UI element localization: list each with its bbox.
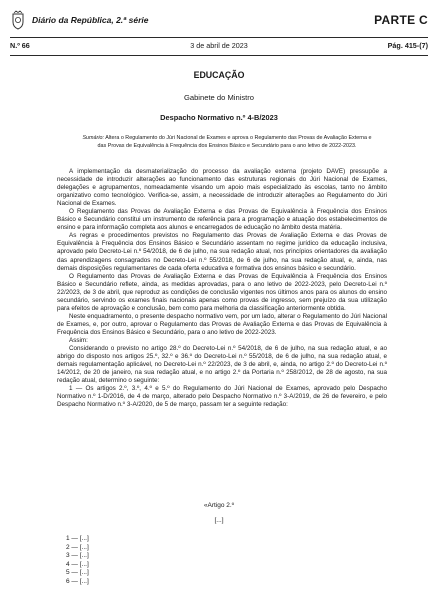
body-paragraph: As regras e procedimentos previstos no Regulamento das Provas de Avaliação Externa e das Provas de Equivalência à Frequência dos Ensinos Básico e Secundário assentam no regime jurídico da educação inclusiva, aprovado pelo Decreto-Lei n.º 54/2018, de 6 de julho, na sua redação atual, nos princípios orientadores da avaliação das aprendizagens consagrados no Decreto-Lei n.º 55/2018, de 6 de julho, na sua redação atual, e, ainda, nas demais disposições regulamentares de cada oferta educativa e formativa dos ensinos básico e secundário. (57, 232, 387, 272)
body-paragraph: Assim: (69, 336, 88, 344)
list-item: 6 — [...] (66, 577, 89, 585)
document-body (57, 168, 387, 409)
body-paragraph: O Regulamento das Provas de Avaliação Externa e das Provas de Equivalência à Frequência dos Ensinos Básico e Secundário constitui um instrumento de referência para a programação e atuação dos estabelecimentos de ensino e para informação completa aos alunos e encarregados de educação no âmbito desta matéria. (57, 208, 387, 232)
journal-part: PARTE C (374, 13, 428, 27)
list-item: 1 — [...] (66, 535, 89, 542)
list-item: 3 — [...] (66, 552, 89, 560)
header-bottom-rule (10, 55, 428, 56)
issue-number: N.º 66 (10, 41, 30, 50)
list-item: 2 — [...] (66, 543, 89, 551)
header-meta-row (10, 41, 428, 53)
header-top-rule (10, 37, 428, 38)
portuguese-coat-of-arms-icon (10, 10, 26, 30)
page-header (10, 6, 428, 34)
summary (82, 135, 372, 150)
item-list (66, 535, 89, 587)
ministry-title: EDUCAÇÃO (193, 70, 245, 80)
summary-text: Altera o Regulamento do Júri Nacional de Exames e aprova o Regulamento das Provas de Avaliação Externa e das Provas de Equivalência à Frequência dos Ensinos Básico e Secundário para o ano letivo de 2022-2023. (97, 135, 372, 149)
body-paragraph: Neste enquadramento, o presente despacho normativo vem, por um lado, alterar o Regulamento do Júri Nacional de Exames, e, por outro, aprovar o Regulamento das Provas de Avaliação Externa e das Provas de Equivalência à Frequência dos Ensinos Básico e Secundário, para o ano letivo de 2022-2023. (57, 312, 387, 336)
summary-label: Sumário: (82, 135, 105, 141)
cabinet-title: Gabinete do Ministro (183, 93, 255, 102)
issue-date: 3 de abril de 2023 (190, 41, 248, 50)
journal-title: Diário da República, 2.ª série (32, 15, 149, 25)
article-ellipsis: [...] (214, 517, 224, 524)
body-paragraph: 1 — Os artigos 2.º, 3.º, 4.º e 5.º do Regulamento do Júri Nacional de Exames, aprovado pelo Despacho Normativo n.º 1-D/2016, de 4 de março, alterado pelo Despacho Normativo n.º 3-A/2019, de 26 de fevereiro, e pelo Despacho Normativo n.º 3-A/2020, de 5 de março, passam ter a seguinte redação: (57, 385, 387, 409)
article-heading: «Artigo 2.º (203, 502, 235, 509)
list-item: 5 — [...] (66, 569, 89, 577)
despacho-title: Despacho Normativo n.º 4-B/2023 (160, 113, 278, 122)
body-paragraph: A implementação da desmaterialização do processo da avaliação externa (projeto DAVE) pressupõe a necessidade de introduzir alterações ao funcionamento das estruturas regionais do Júri Nacional de Exames, delegações e agrupamentos, nomeadamente visando um apoio mais especializado às escolas, tanto no âmbito organizativo como tecnológico. Verifica-se, assim, a necessidade de introduzir alterações ao Regulamento do Júri Nacional de Exames. (57, 168, 387, 208)
body-paragraph: Considerando o previsto no artigo 28.º do Decreto-Lei n.º 54/2018, de 6 de julho, na sua redação atual, e ao abrigo do disposto nos artigos 25.º, 32.º e 36.º do Decreto-Lei n.º 55/2018, de 6 de julho, na sua redação atual, e demais regulamentação aplicável, no Decreto-Lei n.º 22/2023, de 3 de abril, e, ainda, no artigo 2.º do Decreto-Lei n.º 14/2012, de 20 de janeiro, na sua redação atual, e no artigo 2.º da Portaria n.º 258/2012, de 28 de agosto, na sua redação atual, determino o seguinte: (57, 345, 387, 385)
page-number: Pág. 415-(7) (387, 41, 428, 50)
list-item: 4 — [...] (66, 560, 89, 568)
body-paragraph: O Regulamento das Provas de Avaliação Externa e das Provas de Equivalência à Frequência dos Ensinos Básico e Secundário reflete, ainda, as medidas aprovadas, para o ano letivo de 2022-2023, pelo Decreto-Lei n.º 22/2023, de 3 de abril, que reproduz as condições de conclusão vigentes nos últimos anos para os alunos do ensino secundário, servindo os exames finais nacionais apenas como provas de ingresso, sem prejuízo da sua utilização para efeitos de aprovação e conclusão, bem como para melhoria da classificação anteriormente obtida. (57, 272, 387, 312)
